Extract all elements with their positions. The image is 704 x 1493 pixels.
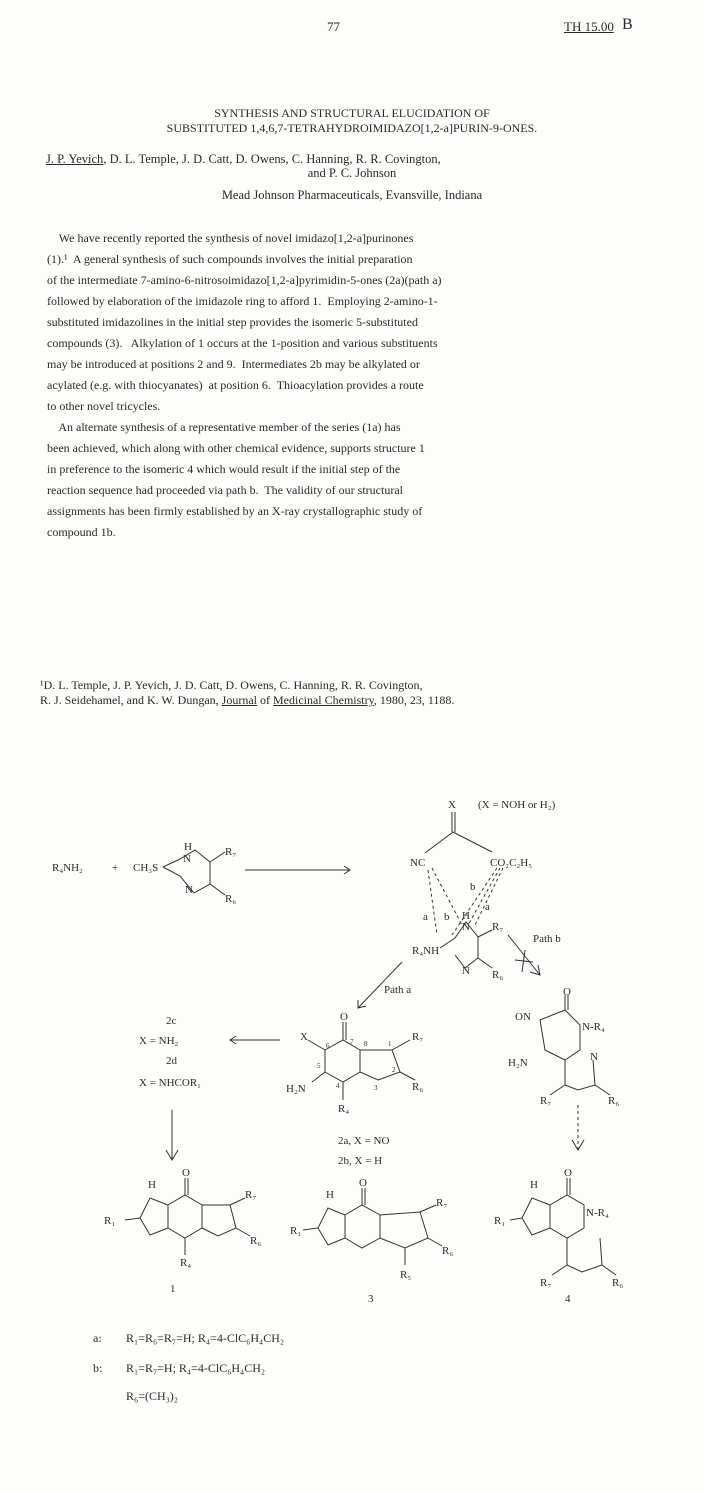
co-authors: , D. L. Temple, J. D. Catt, D. Owens, C. Hanning, R. R. Covington, — [103, 152, 441, 166]
footnote-authors: R. J. Seidehamel, and K. W. Dungan, — [40, 693, 222, 707]
page-number: 77 — [327, 19, 340, 34]
oxygen-label: O — [564, 1167, 572, 1179]
title-line-1: SYNTHESIS AND STRUCTURAL ELUCIDATION OF — [214, 106, 490, 120]
compound-2b-label: 2b, X = H — [338, 1155, 383, 1167]
abstract-line: An alternate synthesis of a representative member of the series (1a) has — [47, 420, 401, 434]
oxygen-label: O — [563, 986, 571, 998]
oxygen-label: O — [359, 1177, 367, 1189]
compound-2c-substituent: X = NH₂ — [139, 1035, 179, 1047]
r1-label: R₁ — [290, 1225, 302, 1237]
abstract-line: to other novel tricycles. — [47, 399, 161, 413]
compound-2-skeleton — [308, 1022, 415, 1100]
abstract-line: been achieved, which along with other chemical evidence, supports structure 1 — [47, 441, 425, 455]
h-label: H — [184, 841, 192, 853]
compound-2d-substituent: X = NHCOR₁ — [139, 1077, 201, 1089]
r7-label: R₇ — [492, 921, 504, 933]
variant-label: a: — [93, 1331, 102, 1345]
r4-label: R₄ — [338, 1103, 350, 1115]
n-label: N — [462, 965, 470, 977]
position-number: 8 — [364, 1040, 368, 1048]
x-label: X — [448, 799, 456, 811]
compound-2a-label: 2a, X = NO — [338, 1135, 390, 1147]
amino-label: H₂N — [286, 1083, 306, 1095]
variant-label: b: — [93, 1361, 103, 1375]
methylthio-label: CH₃S — [133, 862, 159, 874]
presenting-author: J. P. Yevich — [46, 152, 104, 166]
n-label: N — [590, 1051, 598, 1063]
path-b-mark: b — [470, 881, 476, 893]
imidazoline-ring — [163, 850, 225, 895]
position-number: 2 — [392, 1066, 396, 1074]
title-line-2: SUBSTITUTED 1,4,6,7-TETRAHYDROIMIDAZO[1,2-a]PURIN-9-ONES. — [166, 121, 538, 135]
nitrile-label: NC — [410, 857, 426, 869]
r6-label: R₆ — [250, 1235, 262, 1247]
position-number: 7 — [350, 1038, 354, 1046]
h-label: H — [462, 910, 470, 922]
r5-label: R₅ — [400, 1269, 412, 1281]
h-label: H — [530, 1179, 538, 1191]
abstract-line: We have recently reported the synthesis of novel imidazo[1,2-a]purinones — [47, 231, 414, 245]
n-label: N — [462, 921, 470, 933]
footnote-line-1: ¹D. L. Temple, J. P. Yevich, J. D. Catt, D. Owens, C. Hanning, R. R. Covington, — [40, 678, 423, 692]
r4nh-label: R₄NH — [412, 945, 440, 957]
n-label: N — [183, 853, 191, 865]
r6-label: R₆ — [442, 1245, 454, 1257]
r6-label: R₆ — [412, 1081, 424, 1093]
path-b-mark: b — [444, 911, 450, 923]
n-label: N — [185, 884, 193, 896]
x-label: X — [300, 1031, 308, 1043]
x-definition: (X = NOH or H₂) — [478, 799, 556, 811]
n-r4-label: N-R₄ — [586, 1207, 609, 1219]
abstract-line: of the intermediate 7-amino-6-nitrosoimidazo[1,2-a]pyrimidin-5-ones (2a)(path a) — [47, 273, 442, 287]
n-r4-label: N-R₄ — [582, 1021, 605, 1033]
footnote-citation: , 1980, 23, 1188. — [373, 693, 455, 707]
r7-label: R₇ — [436, 1197, 448, 1209]
compound-3-skeleton — [303, 1188, 442, 1265]
abstract-line: may be introduced at positions 2 and 9. Intermediates 2b may be alkylated or — [47, 357, 420, 371]
h-label: H — [326, 1189, 334, 1201]
r1-label: R₁ — [494, 1215, 506, 1227]
nitroso-label: ON — [515, 1011, 531, 1023]
dashed-arrow-down — [572, 1105, 584, 1150]
abstract-line: acylated (e.g. with thiocyanates) at position 6. Thioacylation provides a route — [47, 378, 424, 392]
path-b-label: Path b — [533, 933, 561, 945]
abstract-line: assignments has been firmly established by an X-ray crystallographic study of — [47, 504, 423, 518]
abstract-line: substituted imidazolines in the initial step provides the isomeric 5-substituted — [47, 315, 418, 329]
path-b-product-skeleton — [540, 995, 610, 1095]
oxygen-label: O — [340, 1011, 348, 1023]
position-number: 5 — [317, 1062, 321, 1070]
position-number: 4 — [336, 1082, 340, 1090]
arrow-down — [166, 1110, 178, 1160]
compound-1-skeleton — [125, 1178, 250, 1255]
amino-label: H₂N — [508, 1057, 528, 1069]
author-line-2: and P. C. Johnson — [307, 166, 397, 180]
journal-name-part: Journal — [221, 693, 257, 707]
arrow-left — [230, 1036, 280, 1044]
abstract-line: (1).¹ A general synthesis of such compounds involves the initial preparation — [47, 252, 413, 266]
r4-label: R₄ — [180, 1257, 192, 1269]
r7-label: R₇ — [225, 846, 237, 858]
document-code: TH 15.00 — [564, 19, 614, 34]
variant-definition: R₁=R₇=H; R₄=4-ClC₆H₄CH₂ — [126, 1361, 266, 1375]
oxygen-label: O — [182, 1167, 190, 1179]
path-a-label: Path a — [384, 984, 412, 996]
r6-label: R₆ — [225, 893, 237, 905]
abstract-line: in preference to the isomeric 4 which would result if the initial step of the — [47, 462, 401, 476]
compound-2d-label: 2d — [166, 1055, 177, 1067]
position-number: 3 — [374, 1084, 378, 1092]
variant-definition: R₁=R₆=R₇=H; R₄=4-ClC₆H₄CH₂ — [126, 1331, 285, 1345]
path-a-mark: a — [423, 911, 428, 923]
r6-label: R₆ — [612, 1277, 624, 1289]
affiliation: Mead Johnson Pharmaceuticals, Evansville, Indiana — [221, 188, 483, 202]
r6-label: R₆ — [608, 1095, 620, 1107]
r7-label: R₇ — [245, 1189, 257, 1201]
abstract-line: compounds (3). Alkylation of 1 occurs at the 1-position and various substituents — [47, 336, 438, 350]
r7-label: R₇ — [412, 1031, 424, 1043]
compound-4-skeleton — [510, 1178, 616, 1275]
abstract-line: followed by elaboration of the imidazole ring to afford 1. Employing 2-amino-1- — [47, 294, 438, 308]
abstract-line: reaction sequence had proceeded via path b. The validity of our structural — [47, 483, 403, 497]
position-number: 1 — [388, 1040, 392, 1048]
reaction-arrow-right — [245, 866, 350, 874]
plus-sign: + — [112, 862, 119, 874]
h-label: H — [148, 1179, 156, 1191]
journal-name-part: Medicinal Chemistry — [272, 693, 374, 707]
abstract-line: compound 1b. — [47, 525, 116, 539]
compound-1-label: 1 — [170, 1283, 176, 1295]
position-number: 6 — [326, 1042, 330, 1050]
r7-label: R₇ — [540, 1095, 552, 1107]
r7-label: R₇ — [540, 1277, 552, 1289]
r1-label: R₁ — [104, 1215, 116, 1227]
ester-label: CO₂C₂H₅ — [490, 857, 533, 869]
path-a-mark: a — [485, 901, 490, 913]
compound-2c-label: 2c — [166, 1015, 177, 1027]
compound-3-label: 3 — [368, 1293, 374, 1305]
reagent-amine: R₄NH₂ — [52, 862, 83, 874]
compound-4-label: 4 — [565, 1293, 571, 1305]
r6-label: R₆ — [492, 969, 504, 981]
document-code-suffix: B — [622, 16, 633, 33]
variant-definition: R₆=(CH₃)₂ — [126, 1389, 178, 1403]
journal-name-part: of — [256, 693, 273, 707]
